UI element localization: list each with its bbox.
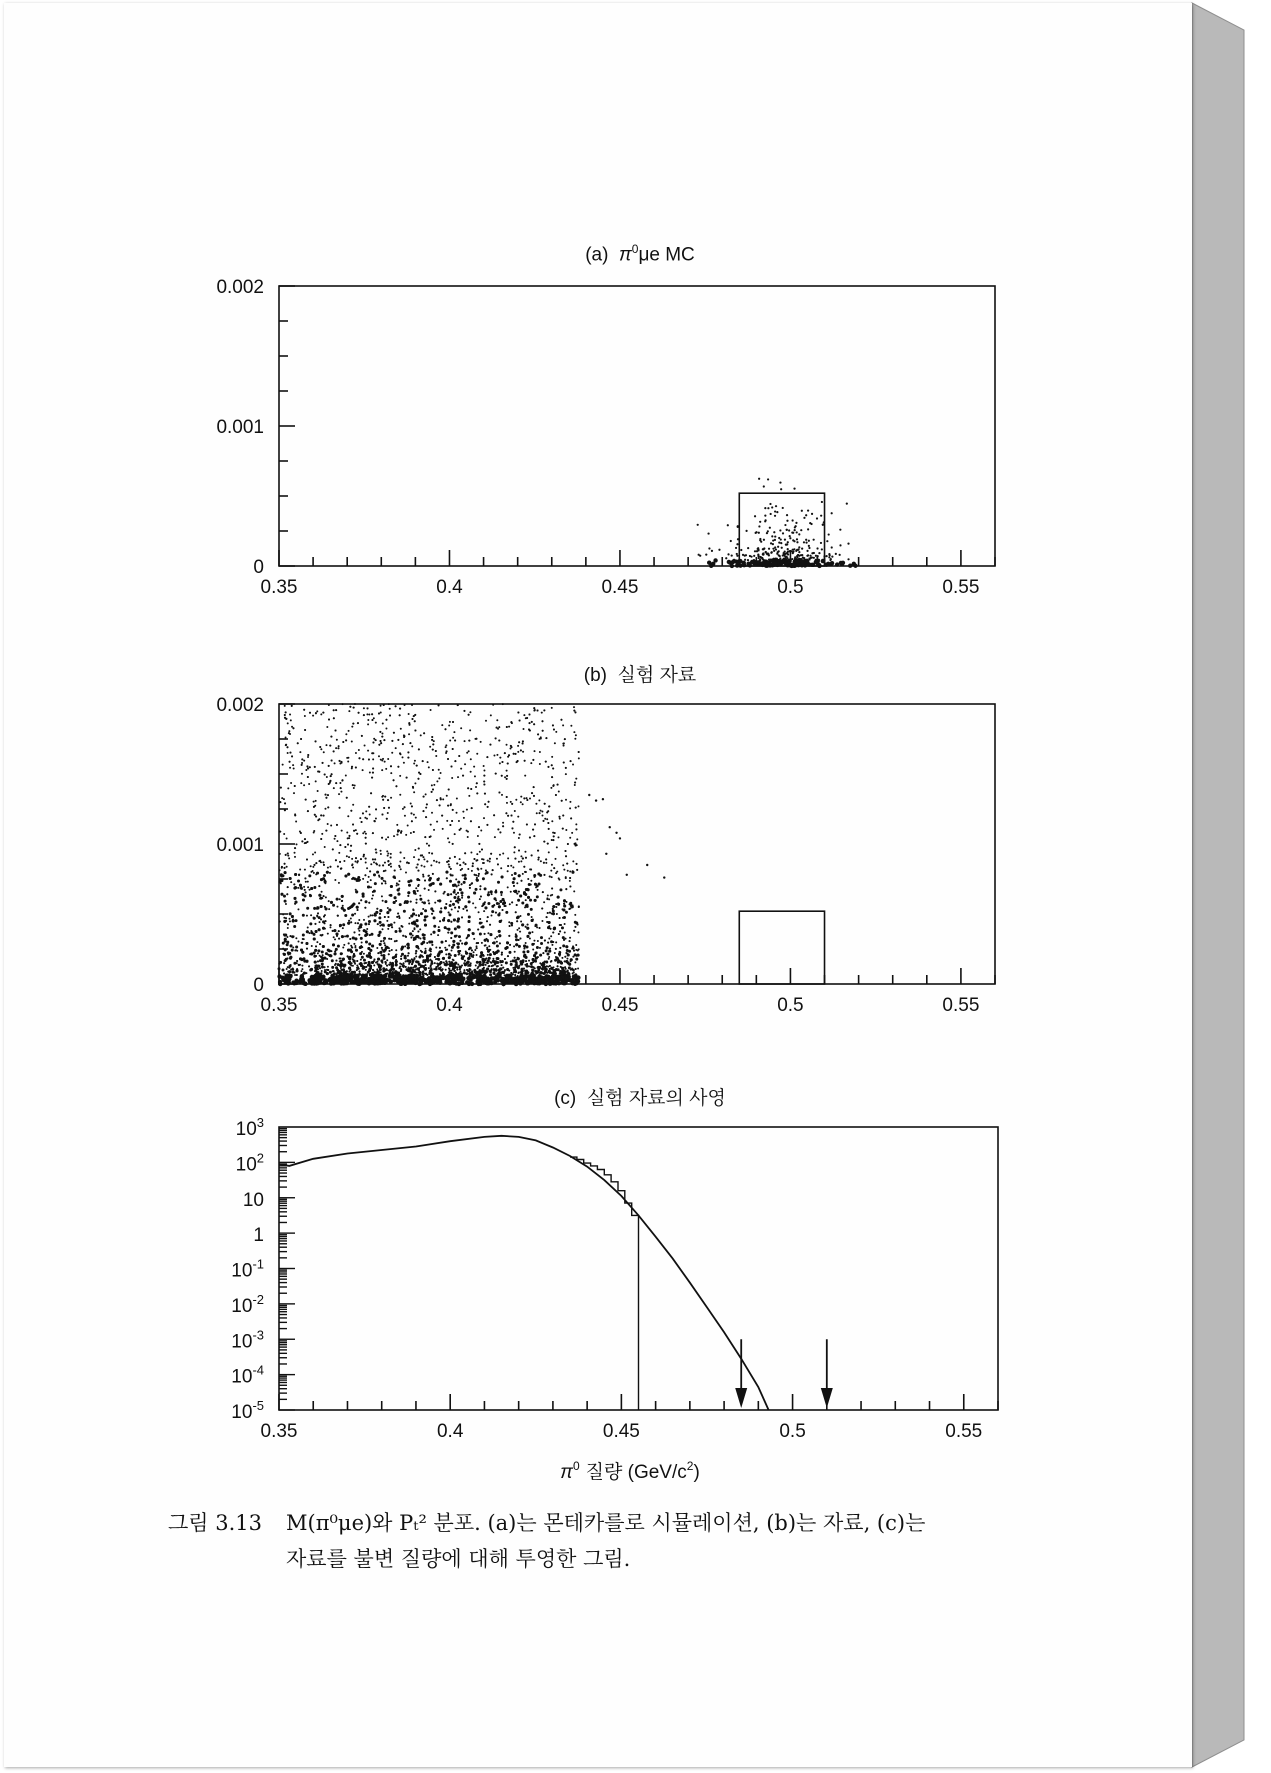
chart-a-xtick-label: 0.4 <box>436 577 463 598</box>
title-a-pi: π <box>619 244 632 266</box>
chart-a-ytick-label: 0 <box>253 557 264 578</box>
chart-a-xtick-label: 0.55 <box>942 577 980 598</box>
panel-c-title: (c) 실험 자료의 사영 <box>554 1088 726 1109</box>
chart-a-ytick-label: 0.002 <box>216 277 264 298</box>
chart-a-xtick-label: 0.35 <box>260 577 298 598</box>
panel-b-title: (b) 실험 자료 <box>583 665 697 686</box>
panel-a-title: (a) $\pi^0\mu e$ MC <box>585 242 695 266</box>
chart-a-xtick-label: 0.45 <box>601 577 639 598</box>
chart-a-ytick-label: 0.001 <box>216 417 264 438</box>
chart-a-xtick-label: 0.5 <box>777 577 804 598</box>
